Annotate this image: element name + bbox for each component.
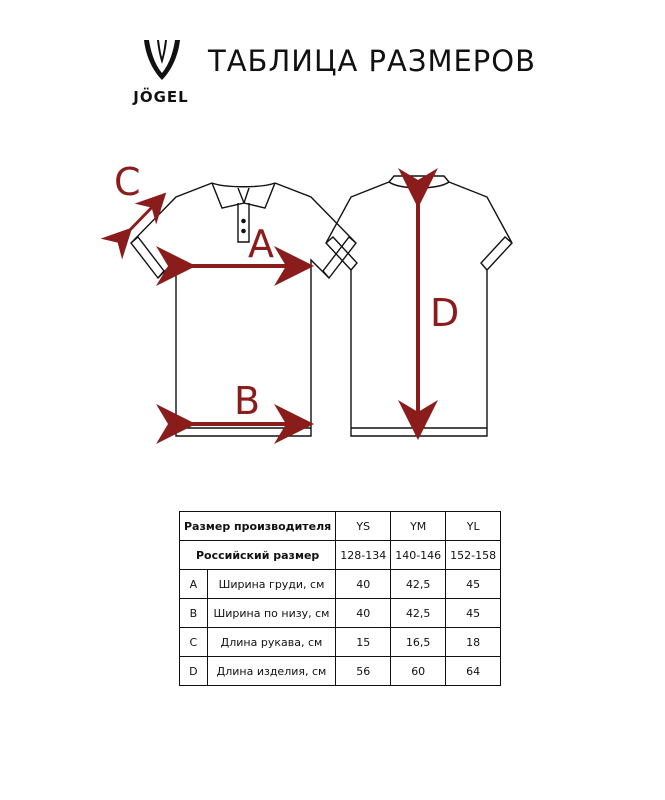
row-value: 56 — [336, 657, 391, 686]
table-row — [180, 657, 501, 686]
size-table — [179, 511, 501, 686]
size-ym: YM — [391, 512, 446, 541]
table-row — [180, 628, 501, 657]
label-b: B — [234, 379, 261, 423]
russian-size-label: Российский размер — [180, 541, 336, 570]
row-value: 40 — [336, 599, 391, 628]
row-value: 16,5 — [391, 628, 446, 657]
row-description: Ширина груди, см — [207, 570, 335, 599]
size-ys: YS — [336, 512, 391, 541]
russian-size-row — [180, 541, 501, 570]
row-description: Ширина по низу, см — [207, 599, 335, 628]
brand-logo — [128, 38, 198, 108]
row-value: 45 — [446, 570, 501, 599]
row-value: 40 — [336, 570, 391, 599]
page-title: ТАБЛИЦА РАЗМЕРОВ — [208, 44, 536, 78]
russian-size-ym: 140-146 — [391, 541, 446, 570]
shirt-diagram — [0, 150, 665, 460]
row-letter: C — [180, 628, 208, 657]
row-letter: D — [180, 657, 208, 686]
row-value: 45 — [446, 599, 501, 628]
row-value: 18 — [446, 628, 501, 657]
manufacturer-size-label: Размер производителя — [180, 512, 336, 541]
brand-name: JÖGEL — [133, 88, 189, 106]
row-value: 42,5 — [391, 570, 446, 599]
row-value: 64 — [446, 657, 501, 686]
table-row — [180, 570, 501, 599]
russian-size-yl: 152-158 — [446, 541, 501, 570]
jogel-logo-icon — [140, 38, 184, 84]
table-header-row — [180, 512, 501, 541]
row-value: 60 — [391, 657, 446, 686]
row-value: 42,5 — [391, 599, 446, 628]
table-row — [180, 599, 501, 628]
size-yl: YL — [446, 512, 501, 541]
row-letter: A — [180, 570, 208, 599]
row-description: Длина изделия, см — [207, 657, 335, 686]
label-d: D — [430, 291, 460, 335]
row-value: 15 — [336, 628, 391, 657]
row-letter: B — [180, 599, 208, 628]
label-a: A — [248, 222, 274, 266]
russian-size-ys: 128-134 — [336, 541, 391, 570]
label-c: C — [114, 160, 141, 204]
row-description: Длина рукава, см — [207, 628, 335, 657]
arrow-c — [126, 199, 160, 234]
